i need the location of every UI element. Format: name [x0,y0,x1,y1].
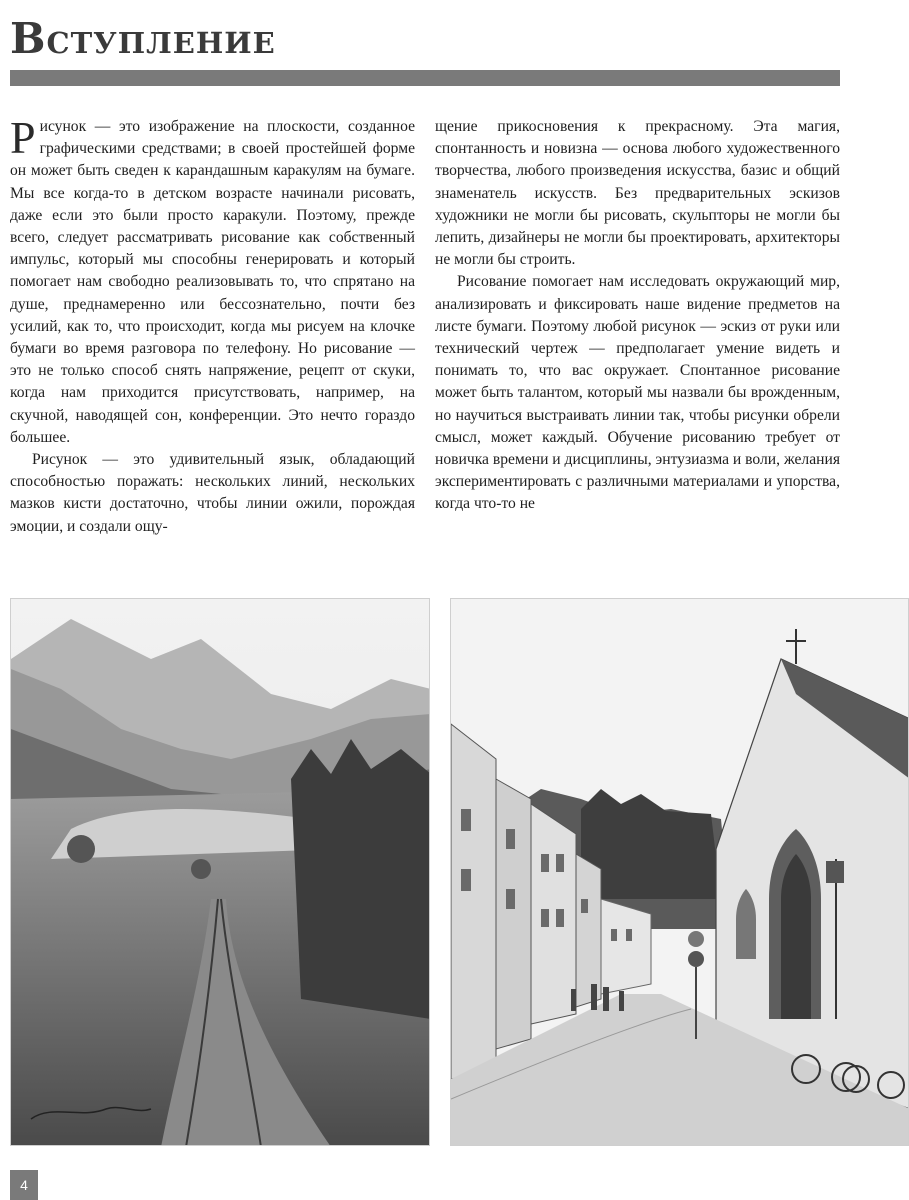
street-church-drawing [450,598,909,1146]
text-column-right [435,116,840,516]
landscape-drawing [10,598,430,1146]
text-column-left [10,112,415,538]
paragraph-1 [10,112,415,449]
paragraph-1-text: исунок — это изображение на плоскости, созданное графическими средствами; в своей простейшей форме он может быть сведен к карандашным каракулям на бумаге. Мы все когда-то в детском возрасте начинали рисовать, даже если это были просто каракули. Поэтому, прежде всего, следует рассматривать рисование как собственный импульс, который мы способны генерировать и который помогает нам свободно реализовывать то, что спрятано на душе, преднамеренно или бессознательно, почти без усилий, как то, что происходит, когда мы рисуем на клочке бумаги во время разговора по телефону. Но рисование — это не только способ снять напряжение, рецепт от скуки, когда нам приходится присутствовать, например, на скучной, наводящей сон, конференции. Это нечто гораздо большее. [10,118,415,446]
street-sketch-illustration [451,599,909,1146]
page-title: Вступление [10,14,276,63]
title-underline-bar [10,70,840,86]
page-number: 4 [10,1170,38,1200]
paragraph-2-start: Рисунок — это удивительный язык, обладающий способностью поражать: нескольких линий, нескольких мазков кисти достаточно, чтобы линии ожили, порождая эмоции, и создали ощу- [10,451,415,535]
drop-cap: Р [10,112,36,163]
paragraph-3: Рисование помогает нам исследовать окружающий мир, анализировать и фиксировать наше видение предметов на листе бумаги. Поэтому любой рисунок — эскиз от руки или технический чертеж — предполагает умение видеть и понимать то, что вас окружает. Спонтанное рисование может быть талантом, который мы назвали бы врожденным, но научиться выстраивать линии так, чтобы рисунки обрели смысл, может каждый. Обучение рисованию требует от новичка времени и дисциплины, энтузиазма и воли, желания экспериментировать с различными материалами и упорства, когда что-то не [435,273,840,513]
landscape-sketch-illustration [11,599,430,1146]
paragraph-2-continued: щение прикосновения к прекрасному. Эта магия, спонтанность и новизна — основа любого художественного творчества, любого произведения искусства, базис и общий знаменатель искусств. Без предварительных эскизов художники не могли бы рисовать, скульпторы не могли бы лепить, дизайнеры не могли бы проектировать, архитекторы не могли бы строить. [435,118,840,269]
